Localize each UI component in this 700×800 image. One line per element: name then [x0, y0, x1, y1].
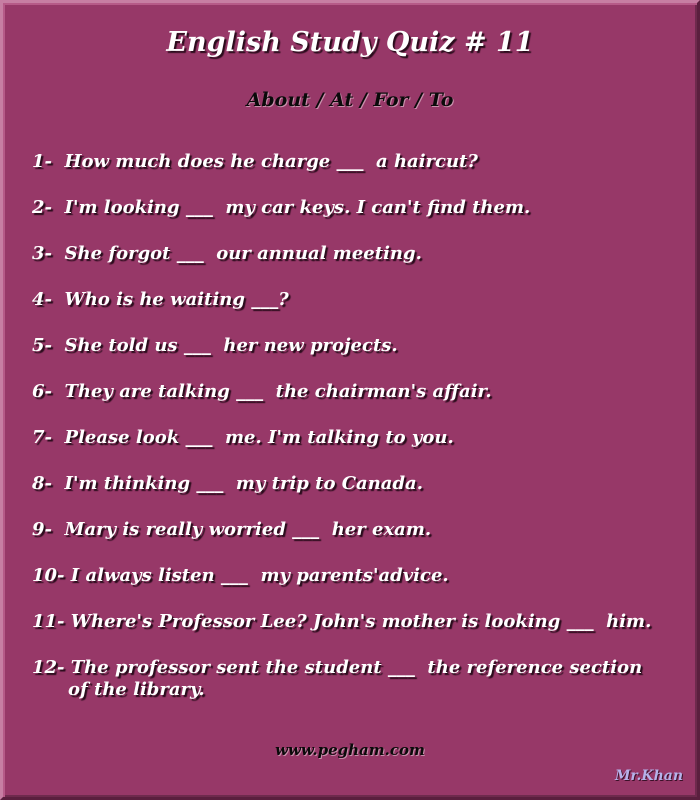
question-text: 4- Who is he waiting ___? [32, 289, 289, 310]
question-6 [32, 381, 672, 403]
question-text: 6- They are talking ___ the chairman's affair. [32, 381, 492, 402]
question-text: 12- The professor sent the student ___ the reference section [32, 657, 643, 678]
question-9 [32, 519, 672, 541]
question-text: 5- She told us ___ her new projects. [32, 335, 398, 356]
question-4 [32, 289, 672, 311]
question-text: 3- She forgot ___ our annual meeting. [32, 243, 422, 264]
question-text: 10- I always listen ___ my parents'advice. [32, 565, 449, 586]
question-12 [32, 657, 672, 701]
quiz-title: English Study Quiz # 11 [166, 27, 534, 58]
question-7 [32, 427, 672, 449]
website-url: www.pegham.com [275, 741, 425, 759]
question-8 [32, 473, 672, 495]
question-2 [32, 197, 672, 219]
question-text-continuation: of the library. [68, 679, 205, 700]
question-11 [32, 611, 672, 633]
question-text: 2- I'm looking ___ my car keys. I can't find them. [32, 197, 531, 218]
quiz-subtitle-options: About / At / For / To [246, 89, 454, 111]
question-list [32, 151, 672, 725]
question-text: 8- I'm thinking ___ my trip to Canada. [32, 473, 423, 494]
question-5 [32, 335, 672, 357]
question-text: 11- Where's Professor Lee? John's mother is looking ___ him. [32, 611, 652, 632]
question-10 [32, 565, 672, 587]
question-text: 1- How much does he charge ___ a haircut? [32, 151, 478, 172]
author-signature: Mr.Khan [614, 768, 683, 784]
question-1 [32, 151, 672, 173]
question-text: 9- Mary is really worried ___ her exam. [32, 519, 432, 540]
question-text: 7- Please look ___ me. I'm talking to you. [32, 427, 454, 448]
question-3 [32, 243, 672, 265]
